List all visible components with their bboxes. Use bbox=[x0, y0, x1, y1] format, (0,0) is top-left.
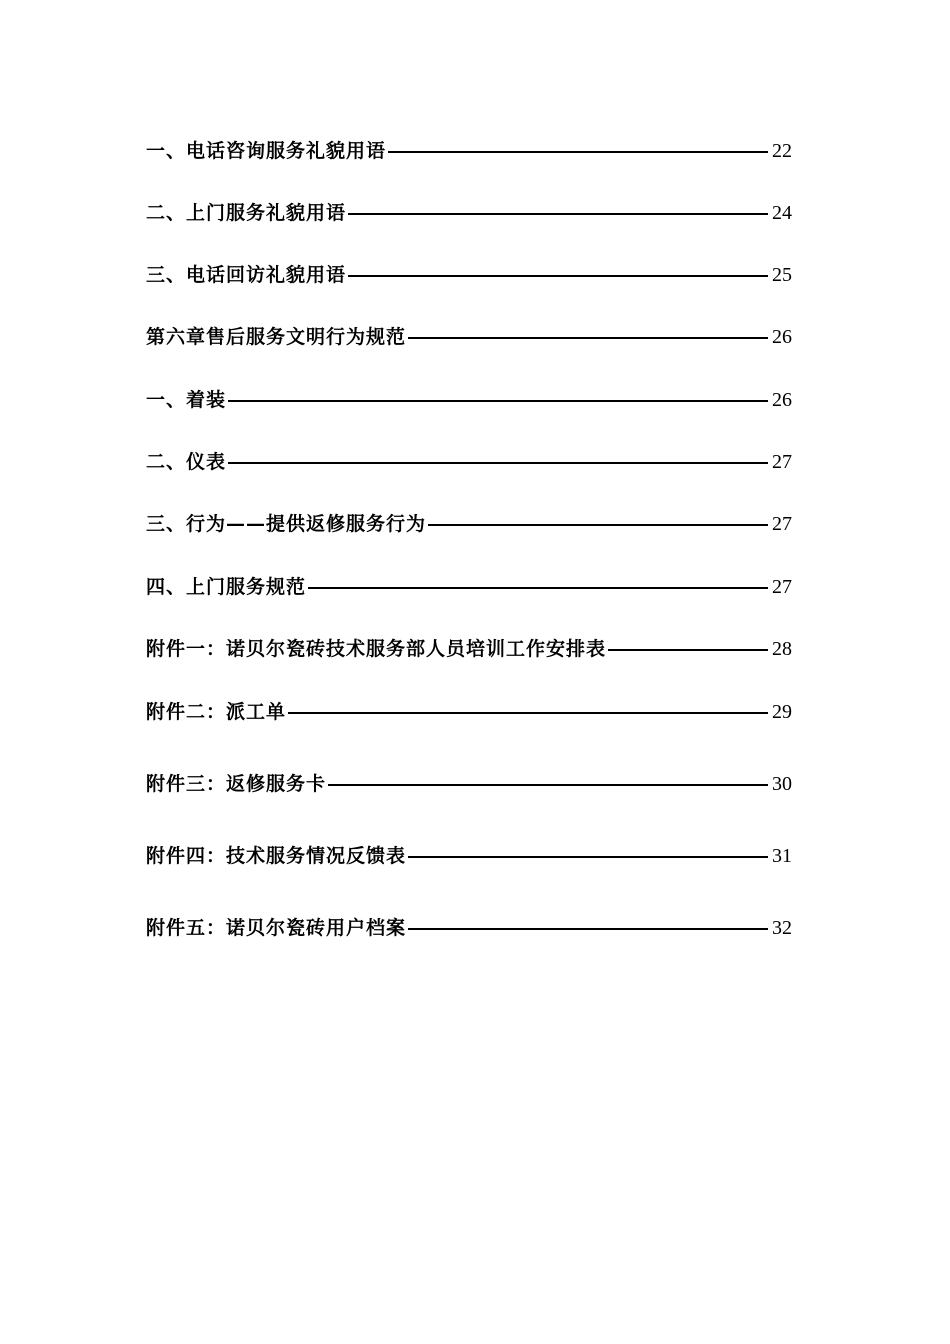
toc-dash-leader bbox=[328, 784, 768, 786]
toc-entry[interactable] bbox=[146, 509, 792, 539]
toc-entry-title: 二、上门服务礼貌用语 bbox=[146, 202, 347, 224]
toc-entry-page: 27 bbox=[772, 513, 792, 535]
toc-entry-page: 31 bbox=[772, 845, 792, 867]
toc-entry-page: 25 bbox=[772, 264, 792, 286]
toc-entry-title: 第六章售后服务文明行为规范 bbox=[146, 326, 407, 348]
toc-entry-page: 29 bbox=[772, 701, 792, 723]
toc-entry-page: 26 bbox=[772, 389, 792, 411]
toc-dash-leader bbox=[228, 462, 768, 464]
toc-entry-title: 三、行为——提供返修服务行为 bbox=[146, 513, 427, 535]
toc-dash-leader bbox=[288, 712, 768, 714]
toc-entry[interactable] bbox=[146, 769, 792, 799]
toc-entry[interactable] bbox=[146, 572, 792, 602]
toc-entry-title: 四、上门服务规范 bbox=[146, 576, 307, 598]
toc-entry-title: 附件五：诺贝尔瓷砖用户档案 bbox=[146, 917, 407, 939]
toc-entry[interactable] bbox=[146, 697, 792, 727]
toc-entry[interactable] bbox=[146, 634, 792, 664]
toc-dash-leader bbox=[408, 856, 768, 858]
toc-dash-leader bbox=[388, 151, 768, 153]
toc-entry-title: 附件二：派工单 bbox=[146, 701, 287, 723]
toc-entry-page: 27 bbox=[772, 576, 792, 598]
toc-entry[interactable] bbox=[146, 322, 792, 352]
toc-entry-page: 24 bbox=[772, 202, 792, 224]
toc-entry[interactable] bbox=[146, 841, 792, 871]
toc-entry-page: 22 bbox=[772, 140, 792, 162]
toc-entry[interactable] bbox=[146, 385, 792, 415]
toc-entry-page: 26 bbox=[772, 326, 792, 348]
toc-entry-title: 附件一：诺贝尔瓷砖技术服务部人员培训工作安排表 bbox=[146, 638, 607, 660]
table-of-contents bbox=[146, 0, 792, 1344]
toc-dash-leader bbox=[608, 649, 768, 651]
toc-entry[interactable] bbox=[146, 447, 792, 477]
toc-entry[interactable] bbox=[146, 913, 792, 943]
toc-entry-title: 三、电话回访礼貌用语 bbox=[146, 264, 347, 286]
toc-entry-title: 附件四：技术服务情况反馈表 bbox=[146, 845, 407, 867]
toc-entry[interactable] bbox=[146, 136, 792, 166]
toc-entry-title: 一、电话咨询服务礼貌用语 bbox=[146, 140, 387, 162]
toc-entry[interactable] bbox=[146, 198, 792, 228]
toc-entry-title: 附件三：返修服务卡 bbox=[146, 773, 327, 795]
toc-dash-leader bbox=[428, 524, 768, 526]
toc-entry-title: 二、仪表 bbox=[146, 451, 227, 473]
toc-entry-page: 27 bbox=[772, 451, 792, 473]
toc-entry-page: 30 bbox=[772, 773, 792, 795]
toc-dash-leader bbox=[348, 213, 768, 215]
toc-dash-leader bbox=[348, 275, 768, 277]
toc-entry[interactable] bbox=[146, 260, 792, 290]
toc-entry-page: 32 bbox=[772, 917, 792, 939]
toc-entry-title: 一、着装 bbox=[146, 389, 227, 411]
toc-entry-page: 28 bbox=[772, 638, 792, 660]
toc-dash-leader bbox=[228, 400, 768, 402]
toc-dash-leader bbox=[408, 337, 768, 339]
toc-dash-leader bbox=[408, 928, 768, 930]
toc-dash-leader bbox=[308, 587, 768, 589]
